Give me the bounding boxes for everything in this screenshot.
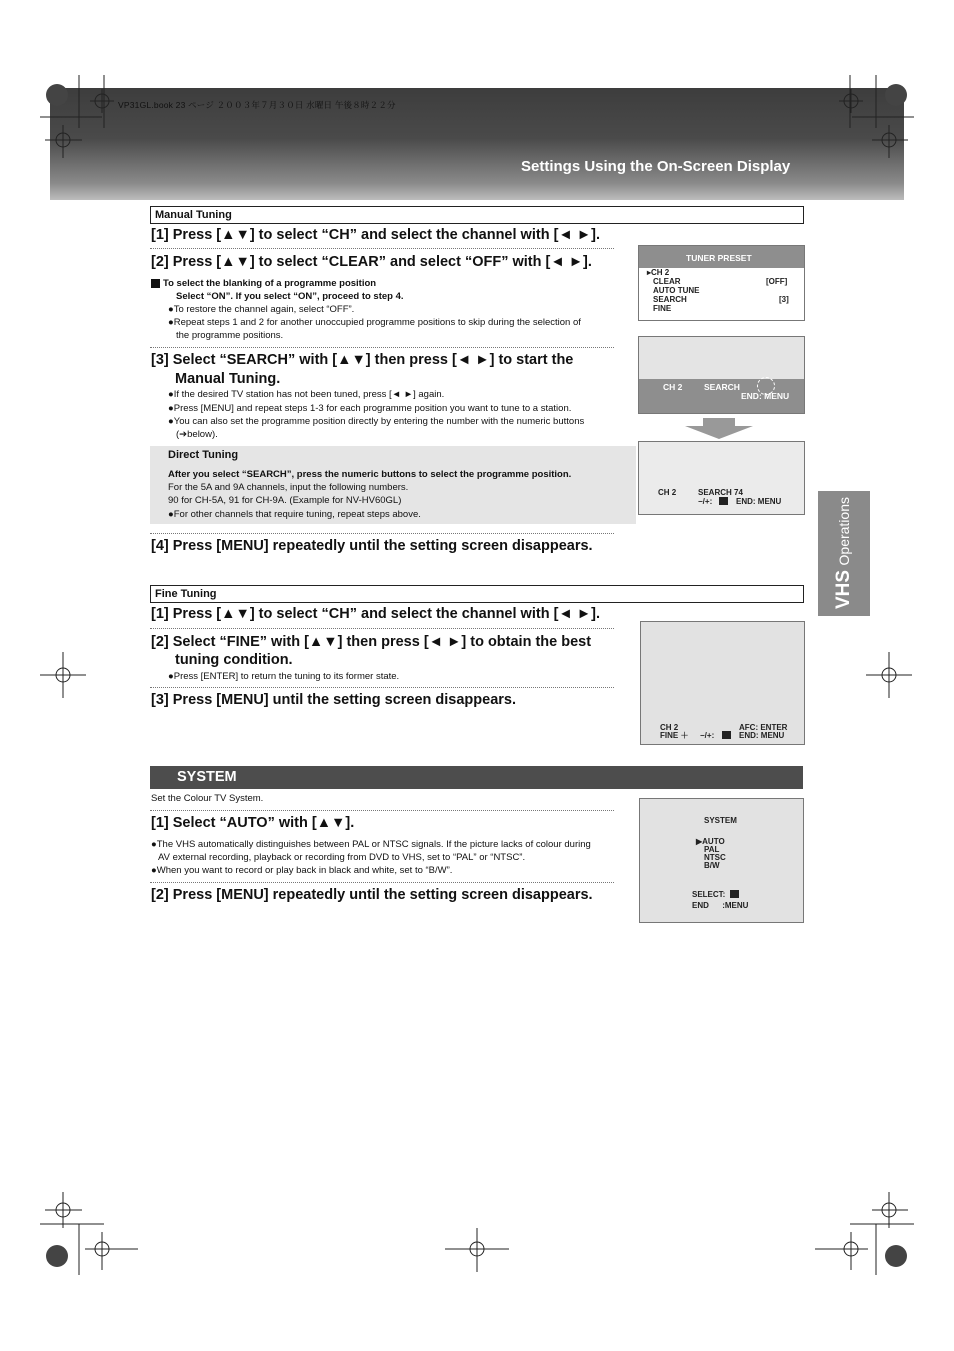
tuner-preset-screen	[638, 245, 805, 321]
keys-readout: −/+:	[698, 497, 713, 506]
system-note1: ●The VHS automatically distinguishes between PAL or NTSC signals. If the picture lacks of colour during	[151, 839, 591, 850]
system-step2: [2] Press [MENU] repeatedly until the setting screen disappears.	[151, 887, 593, 903]
manual-tuning-label: Manual Tuning	[150, 206, 804, 224]
manual-step3: [3] Select “SEARCH” with [▲▼] then press [◄ ►] to start the	[151, 352, 574, 368]
divider	[150, 882, 614, 883]
manual-step3-cont: Manual Tuning.	[175, 371, 281, 387]
blank-heading: To select the blanking of a programme position	[163, 278, 377, 289]
direct-search-screen	[638, 441, 805, 515]
page-title: Settings Using the On-Screen Display	[521, 158, 791, 175]
side-tab-main: VHS	[833, 569, 854, 610]
option-bw: B/W	[704, 861, 720, 870]
square-bullet-icon	[151, 279, 160, 288]
end-readout: END: MENU	[739, 731, 785, 740]
keys-readout: −/+:	[700, 731, 715, 740]
system-intro: Set the Colour TV System.	[151, 793, 264, 804]
fine-note: ●Press [ENTER] to return the tuning to its former state.	[168, 671, 400, 682]
option-auto: ▶AUTO	[696, 837, 725, 846]
note3a: ●If the desired TV station has not been tuned, press [◄ ►] again.	[168, 389, 445, 400]
divider	[150, 347, 614, 348]
fine-step2: [2] Select “FINE” with [▲▼] then press [◄ ►] to obtain the best	[151, 634, 592, 650]
search-readout: SEARCH	[704, 382, 740, 392]
direct-bold: After you select “SEARCH”, press the numeric buttons to select the programme position.	[168, 469, 572, 480]
side-tab-label	[818, 491, 870, 616]
divider	[150, 248, 614, 249]
fine-step2-cont: tuning condition.	[175, 652, 293, 668]
system-title: SYSTEM	[177, 769, 237, 785]
note3c-cont: (➔below).	[176, 429, 218, 440]
direct-line2: 90 for CH-5A, 91 for CH-9A. (Example for NV-HV60GL)	[168, 495, 402, 506]
menu-item-search: SEARCH	[653, 295, 687, 304]
end-readout: END :MENU	[692, 901, 749, 910]
divider	[150, 687, 614, 688]
arrow-keys-icon	[730, 890, 739, 898]
manual-step1: [1] Press [▲▼] to select “CH” and select the channel with [◄ ►].	[151, 227, 600, 243]
book-info: VP31GL.book 23 ページ ２００３年７月３０日 水曜日 午後８時２２分	[118, 100, 396, 110]
arrow-keys-icon	[722, 731, 731, 739]
menu-item-autotune: AUTO TUNE	[653, 286, 700, 295]
end-readout: END: MENU	[736, 497, 782, 506]
fine-step1: [1] Press [▲▼] to select “CH” and select the channel with [◄ ►].	[151, 606, 600, 622]
manual-step4: [4] Press [MENU] repeatedly until the setting screen disappears.	[151, 538, 593, 554]
note-repeat-cont: the programme positions.	[176, 330, 284, 341]
note-restore: ●To restore the channel again, select “OFF”.	[168, 304, 355, 315]
option-pal: PAL	[704, 845, 720, 854]
note3c: ●You can also set the programme position directly by entering the number with the numeric buttons	[168, 416, 585, 427]
arrow-down-icon	[683, 418, 755, 440]
option-ntsc: NTSC	[704, 853, 726, 862]
afc-readout: AFC: ENTER	[739, 723, 788, 732]
menu-item-fine: FINE	[653, 304, 672, 313]
clear-value: [OFF]	[766, 277, 788, 286]
screen-title: SYSTEM	[704, 816, 737, 825]
system-step1: [1] Select “AUTO” with [▲▼].	[151, 815, 355, 831]
direct-line3: ●For other channels that require tuning, repeat steps above.	[168, 509, 421, 520]
system-note1-cont: AV external recording, playback or recording from DVD to VHS, set to “PAL” or “NTSC”.	[158, 852, 526, 863]
fine-tuning-label: Fine Tuning	[150, 585, 804, 603]
fine-tuning-screen	[640, 621, 805, 745]
channel-readout: CH 2	[660, 723, 679, 732]
screen-title: TUNER PRESET	[686, 253, 752, 263]
direct-tuning-title: Direct Tuning	[168, 449, 239, 461]
fine-readout: FINE ＋	[660, 731, 689, 740]
fine-step3: [3] Press [MENU] until the setting screen disappears.	[151, 692, 517, 708]
search-readout: SEARCH 74	[698, 488, 743, 497]
system-screen	[639, 798, 804, 923]
divider	[150, 533, 614, 534]
note-repeat: ●Repeat steps 1 and 2 for another unoccupied programme positions to skip during the selection of	[168, 317, 581, 328]
channel-readout: CH 2	[658, 488, 677, 497]
search-value: [3]	[779, 295, 789, 304]
direct-line1: For the 5A and 9A channels, input the following numbers.	[168, 482, 409, 493]
arrow-keys-icon	[719, 497, 728, 505]
divider	[150, 628, 614, 629]
menu-item-ch: ▸CH 2	[647, 268, 670, 277]
channel-readout: CH 2	[663, 382, 683, 392]
select-readout: SELECT:	[692, 890, 726, 899]
menu-item-clear: CLEAR	[653, 277, 681, 286]
manual-step2: [2] Press [▲▼] to select “CLEAR” and select “OFF” with [◄ ►].	[151, 254, 592, 270]
divider	[150, 810, 614, 811]
note3b: ●Press [MENU] and repeat steps 1-3 for each programme position you want to tune to a station.	[168, 403, 572, 414]
end-readout: END: MENU	[741, 391, 790, 401]
blank-sub: Select “ON”. If you select “ON”, proceed to step 4.	[176, 291, 404, 302]
searching-screen	[638, 336, 805, 414]
system-header-bar	[150, 766, 803, 789]
system-note2: ●When you want to record or play back in black and white, set to “B/W”.	[151, 865, 453, 876]
side-tab-sub: Operations	[836, 496, 852, 566]
